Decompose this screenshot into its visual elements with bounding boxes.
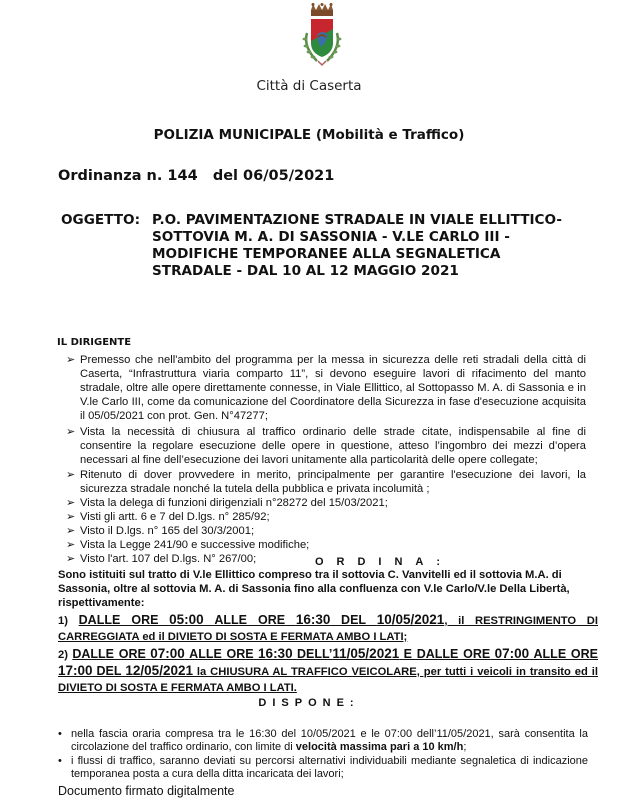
item-rest: , il RESTRINGIMENTO DI CARREGGIATA ed il DIVIETO DI SOSTA E FERMATA AMBO I LATI; bbox=[58, 615, 598, 643]
dirigente-heading: IL DIRIGENTE bbox=[57, 337, 132, 348]
arrow-bullet-icon: ➢ bbox=[66, 525, 76, 537]
bullet-dot-icon: • bbox=[58, 755, 62, 767]
city-crest-icon bbox=[291, 3, 353, 69]
dispone-item bbox=[58, 728, 588, 754]
item-date: 11/05/2021 bbox=[332, 646, 400, 661]
arrow-bullet-icon: ➢ bbox=[66, 511, 76, 523]
premise-text: Visto il D.lgs. n° 165 del 30/3/2001; bbox=[80, 525, 255, 537]
item-prefix: DEL bbox=[341, 613, 367, 627]
item-rest: la CHIUSURA AL TRAFFICO VEICOLARE, per tutti i veicoli in transito ed il DIVIETO DI SOSTA E FERMATA AMBO I LATI. bbox=[58, 666, 598, 694]
item-prefix: ALLE ORE bbox=[189, 647, 254, 661]
item-time: 16:30 bbox=[258, 646, 293, 661]
item-time: 16:30 bbox=[295, 612, 331, 627]
premise-item bbox=[66, 524, 586, 538]
premise-item bbox=[66, 353, 586, 423]
item-time: 17:00 bbox=[58, 663, 93, 678]
premise-item bbox=[66, 510, 586, 524]
ordina-heading: ORDINA: bbox=[314, 556, 454, 568]
premise-text: Vista la necessità di chiusura al traffico ordinario delle strade citate, indispensabile al fine di consentire la regolare esecuzione delle opere in questione, atteso l’ingombro dei mezzi d’opera necessari al fine dell’esecuzione dei lavori unitamente alla particolarità delle opere collegate; bbox=[80, 426, 586, 466]
item-date: 12/05/2021 bbox=[125, 663, 193, 678]
subject-text: P.O. PAVIMENTAZIONE STRADALE IN VIALE ELLITTICO- SOTTOVIA M. A. DI SASSONIA - V.LE CARLO III - MODIFICHE TEMPORANEE ALLA SEGNALETICA STRADALE - DAL 10 AL 12 MAGGIO 2021 bbox=[152, 212, 562, 279]
premise-item bbox=[66, 468, 586, 496]
dispone-text: i flussi di traffico, saranno deviati su percorsi alternativi individuabili mediante segnaletica di indicazione temporanea posta a cura della ditta incaricata dei lavori; bbox=[71, 755, 588, 780]
item-prefix: DALLE ORE bbox=[72, 647, 146, 661]
arrow-bullet-icon: ➢ bbox=[66, 553, 76, 565]
item-number: 1) bbox=[58, 615, 68, 627]
arrow-bullet-icon: ➢ bbox=[66, 426, 76, 438]
premise-text: Vista la delega di funzioni dirigenziali n°28272 del 15/03/2021; bbox=[80, 497, 388, 509]
arrow-bullet-icon: ➢ bbox=[66, 539, 76, 551]
bullet-dot-icon: • bbox=[58, 728, 62, 740]
item-number: 2) bbox=[58, 649, 68, 661]
arrow-bullet-icon: ➢ bbox=[66, 497, 76, 509]
dispone-heading: DISPONE: bbox=[258, 697, 360, 709]
premise-text: Visti gli artt. 6 e 7 del D.lgs. n° 285/92; bbox=[80, 511, 270, 523]
premise-text: Ritenuto di dover provvedere in merito, principalmente per garantire l'esecuzione dei lavori, la sicurezza stradale nonché la tutela della pubblica e privata incolumità ; bbox=[80, 469, 586, 495]
item-prefix: DEL bbox=[96, 664, 122, 678]
department-heading: POLIZIA MUNICIPALE (Mobilità e Traffico) bbox=[153, 127, 465, 143]
item-prefix: ALLE ORE bbox=[533, 647, 598, 661]
dispone-text-end: ; bbox=[463, 741, 467, 753]
item-time: 05:00 bbox=[169, 612, 204, 627]
city-name: Città di Caserta bbox=[256, 78, 362, 94]
arrow-bullet-icon: ➢ bbox=[66, 354, 76, 366]
premise-item bbox=[66, 496, 586, 510]
dispone-text: nella fascia oraria compresa tra le 16:30 del 10/05/2021 e le 07:00 dell’11/05/2021, sarà consentita la circolazione del traffico ordinario, con limite di bbox=[71, 728, 588, 753]
item-prefix: DALLE ORE bbox=[78, 613, 159, 627]
ordinance-title: Ordinanza n. 144 del 06/05/2021 bbox=[58, 168, 335, 184]
premise-text: Premesso che nell'ambito del programma per la messa in sicurezza delle reti stradali della città di Caserta, “Infrastruttura viaria comparto 11”, si devono eseguire lavori di rifacimento del manto stradale, oltre alle opere direttamente connesse, in Viale Ellittico, al Sottopasso M. A. di Sassonia e in V.le Carlo III, come da comunicazione del Coordinatore della Sicurezza in fase d'esecuzione acquisita il 05/05/2021 con prot. Gen. N°47277; bbox=[80, 354, 586, 422]
ordina-item-1 bbox=[58, 612, 598, 645]
ordina-item-2 bbox=[58, 646, 598, 696]
speed-limit: velocità massima pari a 10 km/h bbox=[295, 741, 464, 753]
premise-text: Visto l'art. 107 del D.lgs. N° 267/00; bbox=[80, 553, 257, 565]
item-date: 10/05/2021 bbox=[376, 612, 445, 627]
premise-text: Vista la Legge 241/90 e successive modifiche; bbox=[80, 539, 310, 551]
item-prefix: DELL’ bbox=[296, 647, 333, 661]
dispone-item bbox=[58, 755, 588, 781]
item-time: 07:00 bbox=[494, 646, 530, 661]
subject-label: OGGETTO: bbox=[61, 212, 141, 228]
digital-signature-note: Documento firmato digitalmente bbox=[58, 784, 235, 798]
item-time: 07:00 bbox=[150, 646, 185, 661]
premise-item bbox=[66, 538, 586, 552]
arrow-bullet-icon: ➢ bbox=[66, 469, 76, 481]
ordina-intro: Sono istituiti sul tratto di V.le Ellittico compreso tra il sottovia C. Vanvitelli ed il sottovia M.A. di Sassonia, oltre al sottovia M. A. di Sassonia fino alla confluenza con V.le Carlo/V.le Della Libertà, rispettivamente: bbox=[58, 569, 570, 609]
item-prefix: E DALLE ORE bbox=[403, 647, 491, 661]
premise-item bbox=[66, 425, 586, 467]
item-prefix: ALLE ORE bbox=[214, 613, 286, 627]
